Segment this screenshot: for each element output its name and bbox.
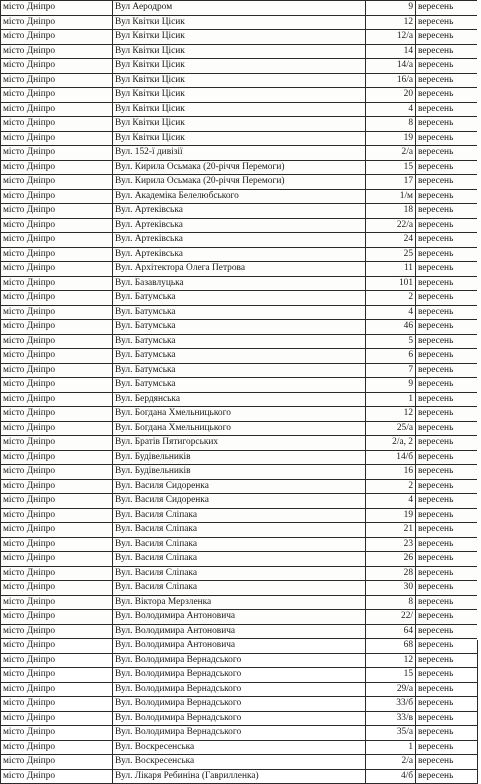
city-cell: місто Дніпро: [1, 320, 113, 335]
table-row: [1, 378, 478, 393]
house-number-cell: 2: [366, 291, 416, 306]
house-number-cell: 8: [366, 595, 416, 610]
month-cell: вересень: [416, 160, 478, 175]
table-row: [1, 610, 478, 625]
month-cell: вересень: [416, 697, 478, 712]
table-row: [1, 508, 478, 523]
house-number-cell: 4: [366, 494, 416, 509]
table-row: [1, 407, 478, 422]
table-row: [1, 59, 478, 74]
house-number-cell: 33/в: [366, 711, 416, 726]
table-row: [1, 1, 478, 16]
house-number-cell: 19: [366, 508, 416, 523]
month-cell: вересень: [416, 146, 478, 161]
city-cell: місто Дніпро: [1, 276, 113, 291]
table-row: [1, 682, 478, 697]
street-cell: Вул. Василя Сліпака: [113, 566, 366, 581]
table-row: [1, 218, 478, 233]
house-number-cell: 9: [366, 378, 416, 393]
street-cell: Вул. Бердянська: [113, 392, 366, 407]
house-number-cell: 20: [366, 88, 416, 103]
city-cell: місто Дніпро: [1, 102, 113, 117]
street-cell: Вул. Артеківська: [113, 233, 366, 248]
house-number-cell: 9: [366, 1, 416, 16]
table-row: [1, 653, 478, 668]
house-number-cell: 12: [366, 15, 416, 30]
city-cell: місто Дніпро: [1, 755, 113, 770]
table-row: [1, 175, 478, 190]
month-cell: вересень: [416, 218, 478, 233]
house-number-cell: 25/а: [366, 421, 416, 436]
house-number-cell: 19: [366, 131, 416, 146]
table-row: [1, 639, 478, 654]
city-cell: місто Дніпро: [1, 581, 113, 596]
house-number-cell: 22/а: [366, 218, 416, 233]
house-number-cell: 18: [366, 204, 416, 219]
month-cell: вересень: [416, 479, 478, 494]
month-cell: вересень: [416, 494, 478, 509]
city-cell: місто Дніпро: [1, 697, 113, 712]
street-cell: Вул. Батумська: [113, 291, 366, 306]
house-number-cell: 14/а: [366, 59, 416, 74]
street-cell: Вул. Батумська: [113, 320, 366, 335]
month-cell: вересень: [416, 711, 478, 726]
city-cell: місто Дніпро: [1, 653, 113, 668]
street-cell: Вул. Володимира Вернадського: [113, 682, 366, 697]
month-cell: вересень: [416, 102, 478, 117]
city-cell: місто Дніпро: [1, 204, 113, 219]
table-row: [1, 305, 478, 320]
table-row: [1, 479, 478, 494]
house-number-cell: 68: [366, 639, 416, 654]
house-number-cell: 101: [366, 276, 416, 291]
city-cell: місто Дніпро: [1, 44, 113, 59]
house-number-cell: 64: [366, 624, 416, 639]
month-cell: вересень: [416, 552, 478, 567]
month-cell: вересень: [416, 189, 478, 204]
city-cell: місто Дніпро: [1, 233, 113, 248]
house-number-cell: 4: [366, 305, 416, 320]
house-number-cell: 8: [366, 117, 416, 132]
city-cell: місто Дніпро: [1, 146, 113, 161]
street-cell: Вул. Володимира Вернадського: [113, 668, 366, 683]
table-row: [1, 740, 478, 755]
month-cell: вересень: [416, 624, 478, 639]
table-row: [1, 73, 478, 88]
table-row: [1, 117, 478, 132]
street-cell: Вул. Кирила Осьмака (20-річчя Перемоги): [113, 160, 366, 175]
street-cell: Вул. Володимира Антоновича: [113, 624, 366, 639]
street-cell: Вул. Воскресенська: [113, 740, 366, 755]
table-row: [1, 160, 478, 175]
city-cell: місто Дніпро: [1, 494, 113, 509]
house-number-cell: 12/а: [366, 30, 416, 45]
city-cell: місто Дніпро: [1, 15, 113, 30]
table-row: [1, 102, 478, 117]
house-number-cell: 28: [366, 566, 416, 581]
city-cell: місто Дніпро: [1, 726, 113, 741]
house-number-cell: 4: [366, 102, 416, 117]
month-cell: вересень: [416, 421, 478, 436]
street-cell: Вул. Батумська: [113, 349, 366, 364]
city-cell: місто Дніпро: [1, 537, 113, 552]
street-cell: Вул. Василя Сліпака: [113, 552, 366, 567]
city-cell: місто Дніпро: [1, 160, 113, 175]
city-cell: місто Дніпро: [1, 117, 113, 132]
street-cell: Вул Квітки Цісик: [113, 59, 366, 74]
table-row: [1, 44, 478, 59]
table-row: [1, 392, 478, 407]
house-number-cell: 15: [366, 160, 416, 175]
house-number-cell: 2/а: [366, 755, 416, 770]
city-cell: місто Дніпро: [1, 189, 113, 204]
street-cell: Вул. Василя Сліпака: [113, 537, 366, 552]
month-cell: вересень: [416, 436, 478, 451]
city-cell: місто Дніпро: [1, 363, 113, 378]
month-cell: вересень: [416, 682, 478, 697]
street-cell: Вул. Володимира Вернадського: [113, 653, 366, 668]
city-cell: місто Дніпро: [1, 552, 113, 567]
city-cell: місто Дніпро: [1, 479, 113, 494]
table-row: [1, 30, 478, 45]
table-row: [1, 668, 478, 683]
table-row: [1, 88, 478, 103]
city-cell: місто Дніпро: [1, 523, 113, 538]
city-cell: місто Дніпро: [1, 247, 113, 262]
month-cell: вересень: [416, 131, 478, 146]
schedule-table-body: [1, 1, 478, 784]
table-row: [1, 276, 478, 291]
table-row: [1, 146, 478, 161]
street-cell: Вул. Батумська: [113, 378, 366, 393]
house-number-cell: 24: [366, 233, 416, 248]
table-row: [1, 421, 478, 436]
month-cell: вересень: [416, 378, 478, 393]
house-number-cell: 14: [366, 44, 416, 59]
street-cell: Вул. Будівельників: [113, 465, 366, 480]
month-cell: вересень: [416, 276, 478, 291]
house-number-cell: 1: [366, 740, 416, 755]
house-number-cell: 12: [366, 407, 416, 422]
month-cell: вересень: [416, 1, 478, 16]
house-number-cell: 29/а: [366, 682, 416, 697]
month-cell: вересень: [416, 392, 478, 407]
city-cell: місто Дніпро: [1, 305, 113, 320]
street-cell: Вул. Батумська: [113, 334, 366, 349]
house-number-cell: 46: [366, 320, 416, 335]
month-cell: вересень: [416, 755, 478, 770]
month-cell: вересень: [416, 726, 478, 741]
house-number-cell: 4/б: [366, 769, 416, 784]
street-cell: Вул. Василя Сліпака: [113, 581, 366, 596]
street-cell: Вул Аеродром: [113, 1, 366, 16]
month-cell: вересень: [416, 363, 478, 378]
month-cell: вересень: [416, 59, 478, 74]
city-cell: місто Дніпро: [1, 262, 113, 277]
table-row: [1, 204, 478, 219]
house-number-cell: 1: [366, 392, 416, 407]
street-cell: Вул. Базавлуцька: [113, 276, 366, 291]
month-cell: вересень: [416, 740, 478, 755]
house-number-cell: 22/: [366, 610, 416, 625]
table-row: [1, 247, 478, 262]
table-row: [1, 697, 478, 712]
house-number-cell: 1/м: [366, 189, 416, 204]
month-cell: вересень: [416, 566, 478, 581]
street-cell: Вул. Богдана Хмельницького: [113, 407, 366, 422]
street-cell: Вул. Володимира Вернадського: [113, 711, 366, 726]
month-cell: вересень: [416, 117, 478, 132]
street-cell: Вул. Батумська: [113, 305, 366, 320]
month-cell: вересень: [416, 30, 478, 45]
table-row: [1, 581, 478, 596]
street-cell: Вул. Архітектора Олега Петрова: [113, 262, 366, 277]
month-cell: вересень: [416, 537, 478, 552]
house-number-cell: 14/б: [366, 450, 416, 465]
house-number-cell: 6: [366, 349, 416, 364]
house-number-cell: 15: [366, 668, 416, 683]
street-cell: Вул. Володимира Антоновича: [113, 639, 366, 654]
month-cell: вересень: [416, 233, 478, 248]
table-row: [1, 711, 478, 726]
table-row: [1, 537, 478, 552]
house-number-cell: 16: [366, 465, 416, 480]
table-row: [1, 566, 478, 581]
street-cell: Вул. Лікаря Ребиніна (Гаврилленка): [113, 769, 366, 784]
city-cell: місто Дніпро: [1, 421, 113, 436]
table-row: [1, 450, 478, 465]
city-cell: місто Дніпро: [1, 508, 113, 523]
street-cell: Вул. Володимира Вернадського: [113, 726, 366, 741]
city-cell: місто Дніпро: [1, 624, 113, 639]
table-row: [1, 624, 478, 639]
month-cell: вересень: [416, 291, 478, 306]
month-cell: вересень: [416, 305, 478, 320]
street-cell: Вул. Воскресенська: [113, 755, 366, 770]
month-cell: вересень: [416, 73, 478, 88]
table-row: [1, 494, 478, 509]
house-number-cell: 23: [366, 537, 416, 552]
city-cell: місто Дніпро: [1, 392, 113, 407]
street-cell: Вул. Віктора Мерзленка: [113, 595, 366, 610]
street-cell: Вул. 152-ї дивізії: [113, 146, 366, 161]
month-cell: вересень: [416, 508, 478, 523]
city-cell: місто Дніпро: [1, 291, 113, 306]
house-number-cell: 2/а: [366, 146, 416, 161]
table-row: [1, 523, 478, 538]
city-cell: місто Дніпро: [1, 30, 113, 45]
month-cell: вересень: [416, 581, 478, 596]
city-cell: місто Дніпро: [1, 407, 113, 422]
street-cell: Вул Квітки Цісик: [113, 15, 366, 30]
street-cell: Вул. Кирила Осьмака (20-річчя Перемоги): [113, 175, 366, 190]
table-row: [1, 552, 478, 567]
street-cell: Вул. Артеківська: [113, 247, 366, 262]
table-row: [1, 189, 478, 204]
house-number-cell: 7: [366, 363, 416, 378]
city-cell: місто Дніпро: [1, 668, 113, 683]
month-cell: вересень: [416, 88, 478, 103]
city-cell: місто Дніпро: [1, 349, 113, 364]
month-cell: вересень: [416, 247, 478, 262]
table-row: [1, 436, 478, 451]
month-cell: вересень: [416, 15, 478, 30]
city-cell: місто Дніпро: [1, 711, 113, 726]
street-cell: Вул Квітки Цісик: [113, 117, 366, 132]
city-cell: місто Дніпро: [1, 740, 113, 755]
table-row: [1, 363, 478, 378]
month-cell: вересень: [416, 465, 478, 480]
month-cell: вересень: [416, 653, 478, 668]
street-cell: Вул. Василя Сидоренка: [113, 494, 366, 509]
city-cell: місто Дніпро: [1, 131, 113, 146]
house-number-cell: 33/б: [366, 697, 416, 712]
house-number-cell: 21: [366, 523, 416, 538]
house-number-cell: 2: [366, 479, 416, 494]
table-row: [1, 334, 478, 349]
street-cell: Вул. Володимира Вернадського: [113, 697, 366, 712]
month-cell: вересень: [416, 407, 478, 422]
house-number-cell: 5: [366, 334, 416, 349]
house-number-cell: 16/а: [366, 73, 416, 88]
street-cell: Вул Квітки Цісик: [113, 102, 366, 117]
month-cell: вересень: [416, 450, 478, 465]
table-row: [1, 233, 478, 248]
city-cell: місто Дніпро: [1, 595, 113, 610]
city-cell: місто Дніпро: [1, 450, 113, 465]
month-cell: вересень: [416, 320, 478, 335]
month-cell: вересень: [416, 668, 478, 683]
street-cell: Вул Квітки Цісик: [113, 30, 366, 45]
table-row: [1, 15, 478, 30]
city-cell: місто Дніпро: [1, 334, 113, 349]
street-cell: Вул Квітки Цісик: [113, 73, 366, 88]
street-cell: Вул. Богдана Хмельницького: [113, 421, 366, 436]
table-row: [1, 320, 478, 335]
city-cell: місто Дніпро: [1, 566, 113, 581]
street-cell: Вул. Будівельників: [113, 450, 366, 465]
month-cell: вересень: [416, 175, 478, 190]
table-row: [1, 349, 478, 364]
month-cell: вересень: [416, 349, 478, 364]
month-cell: вересень: [416, 595, 478, 610]
city-cell: місто Дніпро: [1, 378, 113, 393]
city-cell: місто Дніпро: [1, 218, 113, 233]
city-cell: місто Дніпро: [1, 610, 113, 625]
street-cell: Вул. Батумська: [113, 363, 366, 378]
city-cell: місто Дніпро: [1, 639, 113, 654]
month-cell: вересень: [416, 204, 478, 219]
month-cell: вересень: [416, 44, 478, 59]
city-cell: місто Дніпро: [1, 682, 113, 697]
table-row: [1, 726, 478, 741]
house-number-cell: 25: [366, 247, 416, 262]
street-cell: Вул Квітки Цісик: [113, 88, 366, 103]
house-number-cell: 30: [366, 581, 416, 596]
street-cell: Вул. Василя Сидоренка: [113, 479, 366, 494]
house-number-cell: 12: [366, 653, 416, 668]
table-row: [1, 465, 478, 480]
month-cell: вересень: [416, 769, 478, 784]
month-cell: вересень: [416, 334, 478, 349]
month-cell: вересень: [416, 610, 478, 625]
table-row: [1, 755, 478, 770]
table-row: [1, 595, 478, 610]
city-cell: місто Дніпро: [1, 59, 113, 74]
city-cell: місто Дніпро: [1, 175, 113, 190]
street-cell: Вул Квітки Цісик: [113, 131, 366, 146]
month-cell: вересень: [416, 523, 478, 538]
table-row: [1, 769, 478, 784]
city-cell: місто Дніпро: [1, 769, 113, 784]
city-cell: місто Дніпро: [1, 465, 113, 480]
city-cell: місто Дніпро: [1, 436, 113, 451]
table-row: [1, 291, 478, 306]
house-number-cell: 17: [366, 175, 416, 190]
month-cell: вересень: [416, 639, 478, 654]
street-cell: Вул. Артеківська: [113, 204, 366, 219]
house-number-cell: 11: [366, 262, 416, 277]
house-number-cell: 35/а: [366, 726, 416, 741]
house-number-cell: 26: [366, 552, 416, 567]
street-cell: Вул. Василя Сліпака: [113, 508, 366, 523]
month-cell: вересень: [416, 262, 478, 277]
street-cell: Вул. Братів Пятигорських: [113, 436, 366, 451]
street-cell: Вул Квітки Цісик: [113, 44, 366, 59]
table-row: [1, 262, 478, 277]
city-cell: місто Дніпро: [1, 73, 113, 88]
street-cell: Вул. Василя Сліпака: [113, 523, 366, 538]
street-cell: Вул. Академіка Белелюбського: [113, 189, 366, 204]
street-cell: Вул. Володимира Антоновича: [113, 610, 366, 625]
city-cell: місто Дніпро: [1, 1, 113, 16]
page-edge: [477, 0, 481, 640]
street-cell: Вул. Артеківська: [113, 218, 366, 233]
house-number-cell: 2/а, 2: [366, 436, 416, 451]
table-row: [1, 131, 478, 146]
city-cell: місто Дніпро: [1, 88, 113, 103]
